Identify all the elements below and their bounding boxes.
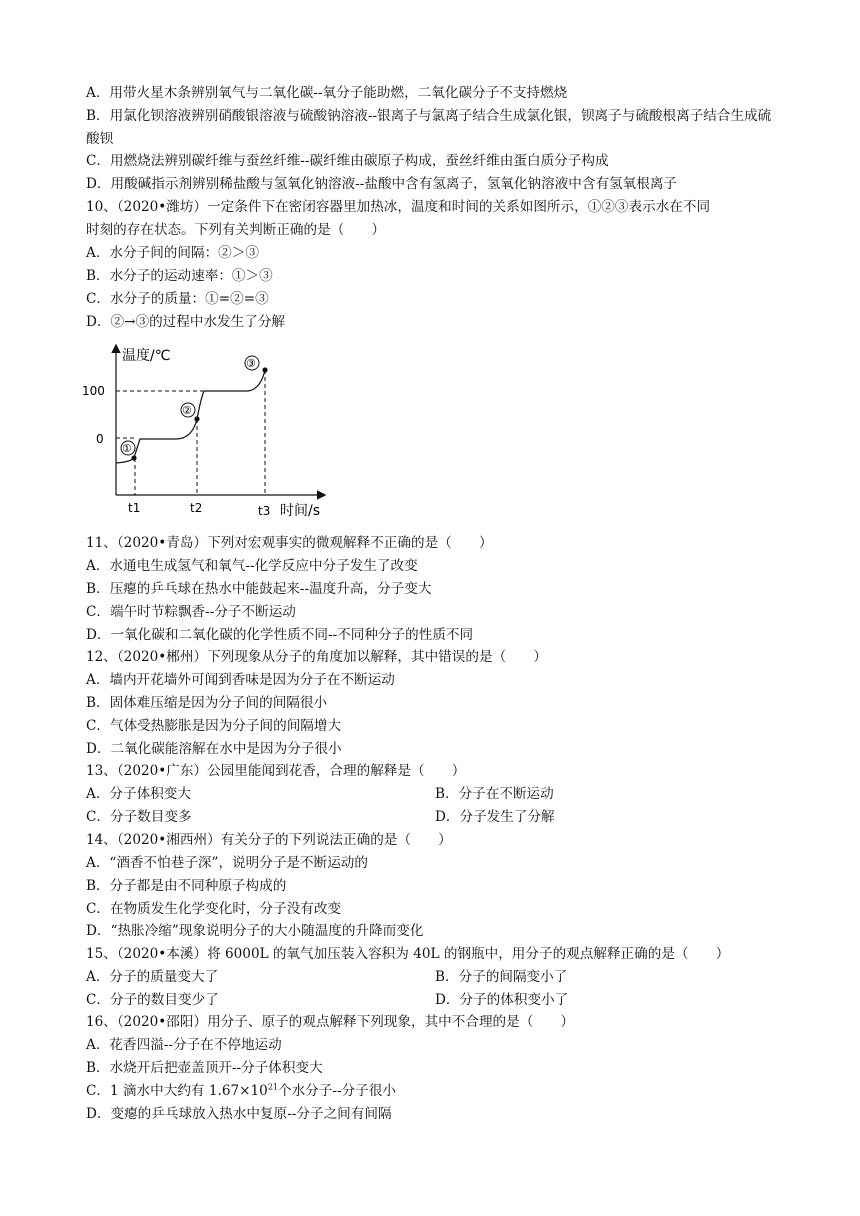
state-point-2 (194, 416, 199, 421)
q16-option-c (86, 1080, 396, 1103)
q16-option-a: A．花香四溢--分子在不停地运动 (86, 1037, 282, 1053)
q13-stem: 13、（2020•广东）公园里能闻到花香，合理的解释是（ ） (86, 763, 466, 779)
q13-option-d: D．分子发生了分解 (435, 809, 555, 825)
q10-stem-line2: 时刻的存在状态。下列有关判断正确的是（ ） (86, 222, 386, 238)
y-tick-0: 0 (96, 432, 104, 446)
q10-stem-line1: 10、（2020•潍坊）一定条件下在密闭容器里加热冰，温度和时间的关系如图所示，①②③表示水在不同 (86, 199, 711, 215)
q15-option-d: D．分子的体积变小了 (435, 992, 569, 1008)
q12-option-a: A．墙内开花墙外可闻到香味是因为分子在不断运动 (86, 672, 395, 688)
q12-stem: 12、（2020•郴州）下列现象从分子的角度加以解释，其中错误的是（ ） (86, 649, 547, 665)
state-point-1 (131, 455, 136, 460)
x-axis-label: 时间/s (280, 503, 321, 519)
q10-option-a: A．水分子间的间隔：②＞③ (86, 245, 259, 261)
q13-option-c: C．分子数目变多 (86, 809, 192, 825)
x-tick-t3: t3 (258, 504, 271, 518)
q15-option-b: B．分子的间隔变小了 (435, 969, 568, 985)
q14-stem: 14、（2020•湘西州）有关分子的下列说法正确的是（ ） (86, 832, 452, 848)
y-tick-100: 100 (82, 384, 105, 398)
q14-option-b: B．分子都是由不同种原子构成的 (86, 878, 287, 894)
q9-option-c: C．用燃烧法辨别碳纤维与蚕丝纤维--碳纤维由碳原子构成，蚕丝纤维由蛋白质分子构成 (86, 153, 609, 169)
q15-stem: 15、（2020•本溪）将 6000L 的氧气加压装入容积为 40L 的钢瓶中，用分子的观点解释正确的是（ ） (86, 946, 730, 962)
q15-option-c: C．分子的数目变少了 (86, 992, 219, 1008)
q14-option-c: C．在物质发生化学变化时，分子没有改变 (86, 901, 342, 917)
q12-option-d: D．二氧化碳能溶解在水中是因为分子很小 (86, 741, 342, 757)
q11-option-b: B．压瘪的乒乓球在热水中能鼓起来--温度升高，分子变大 (86, 581, 432, 597)
q12-option-c: C．气体受热膨胀是因为分子间的间隔增大 (86, 718, 342, 734)
q16-option-c-text-end: 个水分子--分子很小 (278, 1083, 396, 1099)
q16-option-c-exponent: 21 (267, 1082, 278, 1092)
q11-option-d: D．一氧化碳和二氧化碳的化学性质不同--不同种分子的性质不同 (86, 627, 474, 643)
label-state-1: ① (122, 442, 132, 455)
q14-option-d: D．“热胀冷缩”现象说明分子的大小随温度的升降而变化 (86, 923, 424, 939)
q9-option-a: A．用带火星木条辨别氧气与二氧化碳--氧分子能助燃，二氧化碳分子不支持燃烧 (86, 85, 568, 101)
q13-option-a: A．分子体积变大 (86, 786, 191, 802)
q10-option-b: B．水分子的运动速率：①＞③ (86, 268, 273, 284)
q12-option-b: B．固体难压缩是因为分子间的间隔很小 (86, 695, 328, 711)
q9-option-b: B．用氯化钡溶液辨别硝酸银溶液与硫酸钠溶液--银离子与氯离子结合生成氯化银，钡离子与硫酸根离子结合生成硫酸钡 (86, 108, 772, 147)
y-axis-label: 温度/℃ (122, 348, 171, 364)
q15-option-a: A．分子的质量变大了 (86, 969, 219, 985)
q16-stem: 16、（2020•邵阳）用分子、原子的观点解释下列现象，其中不合理的是（ ） (86, 1014, 575, 1030)
q14-option-a: A．“酒香不怕巷子深”，说明分子是不断运动的 (86, 855, 368, 871)
label-state-2: ② (182, 404, 192, 417)
q11-option-a: A．水通电生成氢气和氧气--化学反应中分子发生了改变 (86, 558, 418, 574)
x-tick-t2: t2 (190, 501, 203, 515)
label-state-3: ③ (246, 357, 256, 370)
q9-option-d: D．用酸碱指示剂辨别稀盐酸与氢氧化钠溶液--盐酸中含有氢离子，氢氧化钠溶液中含有氢氧根离子 (86, 176, 678, 192)
q16-option-c-text: C．1 滴水中大约有 1.67×10 (86, 1083, 268, 1099)
state-point-3 (262, 367, 267, 372)
q10-option-c: C．水分子的质量：①=②=③ (86, 291, 269, 307)
q16-option-b: B．水烧开后把壶盖顶开--分子体积变大 (86, 1060, 323, 1076)
q11-option-c: C．端午时节粽飘香--分子不断运动 (86, 604, 296, 620)
q11-stem: 11、（2020•青岛）下列对宏观事实的微观解释不正确的是（ ） (86, 535, 493, 551)
q13-option-b: B．分子在不断运动 (435, 786, 554, 802)
temperature-time-chart (82, 340, 338, 520)
q16-option-d: D．变瘪的乒乓球放入热水中复原--分子之间有间隔 (86, 1106, 392, 1122)
q10-option-d: D．②→③的过程中水发生了分解 (86, 314, 286, 330)
x-tick-t1: t1 (128, 501, 141, 515)
